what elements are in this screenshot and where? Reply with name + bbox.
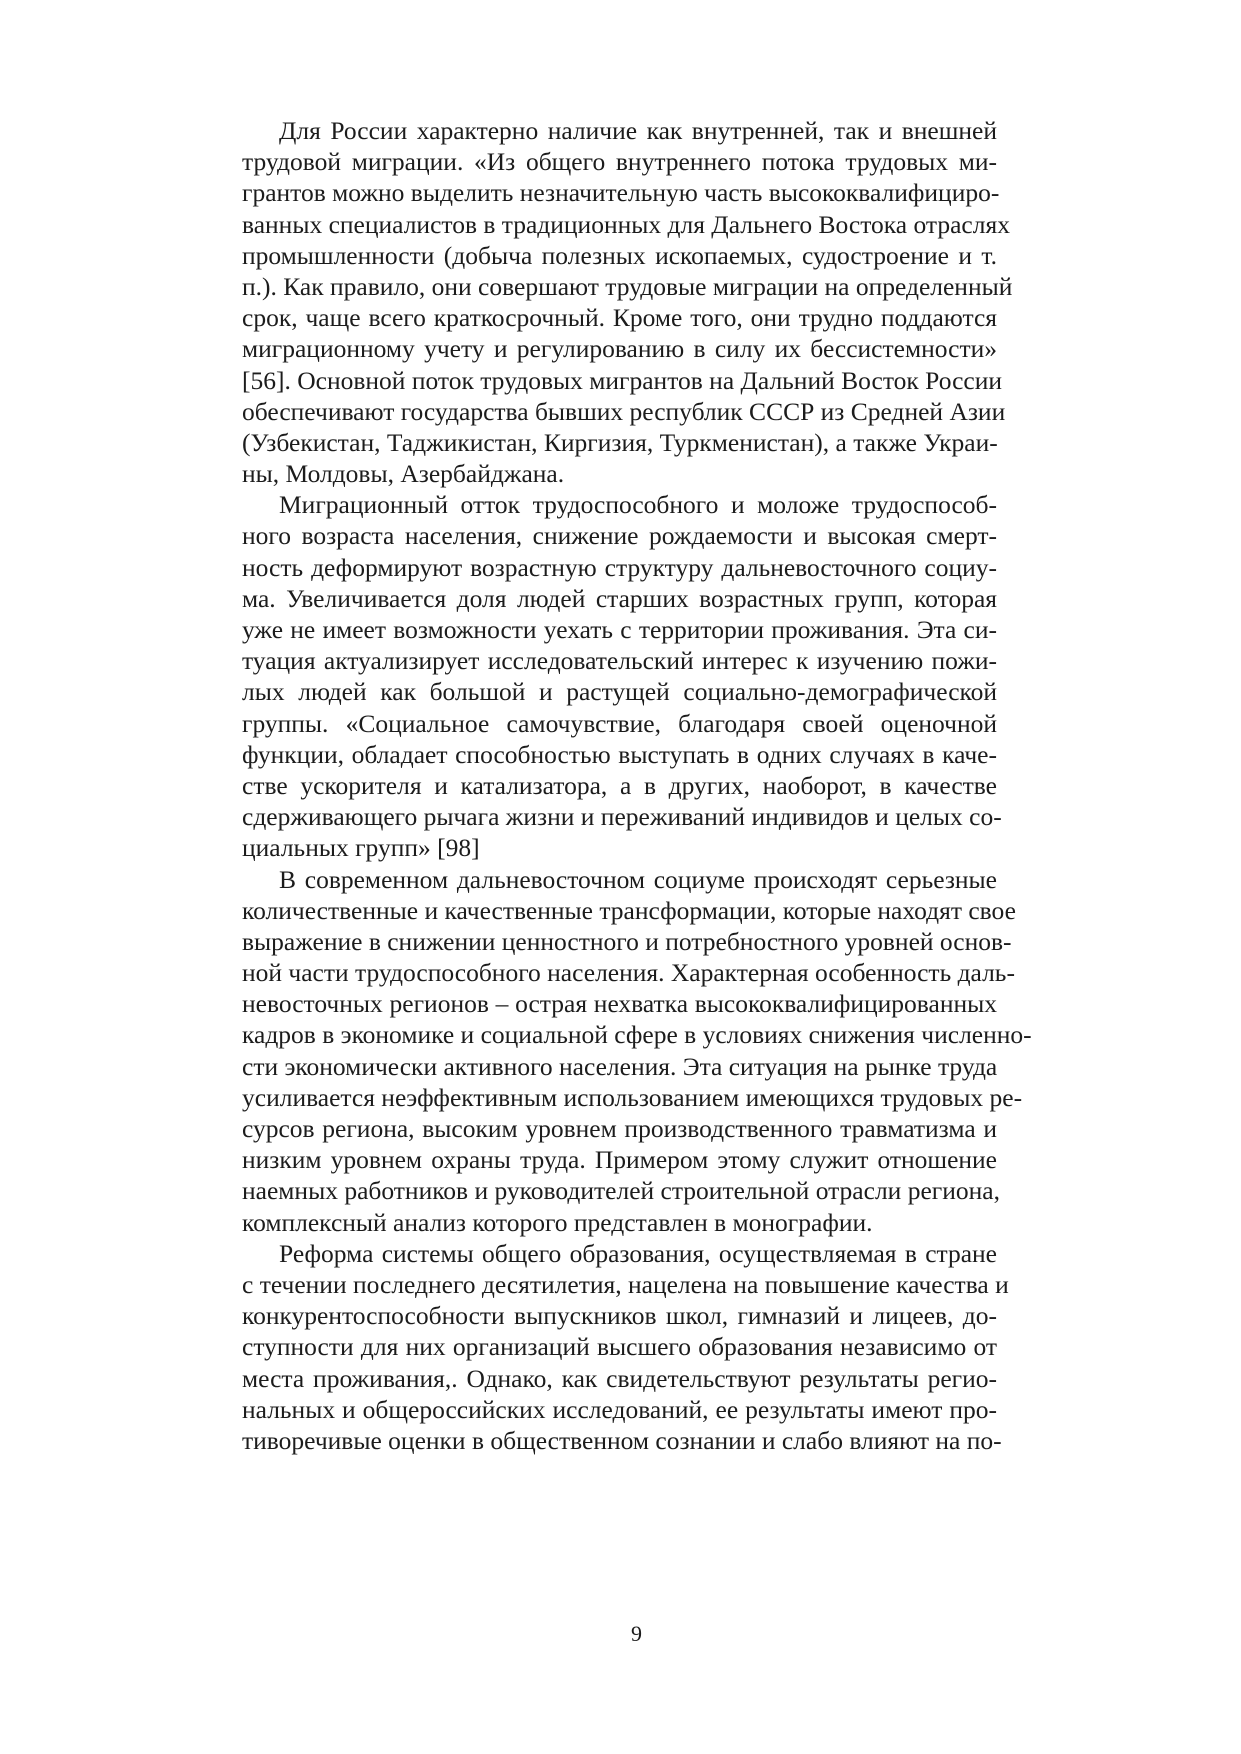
text-line: сурсов региона, высоким уровнем производственного травматизма и bbox=[242, 1114, 997, 1143]
paragraph bbox=[242, 1238, 1009, 1456]
text-line: [56]. Основной поток трудовых мигрантов на Дальний Восток России bbox=[242, 365, 1003, 395]
text-line: п.). Как правило, они совершают трудовые миграции на определенный bbox=[242, 271, 1013, 301]
text-line: кадров в экономике и социальной сфере в условиях снижения численно- bbox=[242, 1020, 1032, 1050]
text-line: ной части трудоспособного населения. Характерная особенность даль- bbox=[242, 958, 1015, 988]
text-line: ность деформируют возрастную структуру дальневосточного социу- bbox=[242, 552, 997, 582]
text-line: (Узбекистан, Таджикистан, Киргизия, Туркменистан), а также Украи- bbox=[242, 427, 998, 457]
body-text bbox=[242, 115, 1032, 1456]
text-line: ванных специалистов в традиционных для Дальнего Востока отраслях bbox=[242, 209, 1010, 239]
text-line: выражение в снижении ценностного и потребностного уровней основ- bbox=[242, 926, 1012, 956]
page-number: 9 bbox=[631, 1621, 642, 1646]
text-line: миграционному учету и регулированию в силу их бессистемности» bbox=[242, 334, 997, 364]
text-line: уже не имеет возможности уехать с территории проживания. Эта си- bbox=[242, 615, 997, 644]
text-line: конкурентоспособности выпускников школ, гимназий и лицеев, до- bbox=[242, 1301, 997, 1331]
text-line: срок, чаще всего краткосрочный. Кроме того, они трудно поддаются bbox=[242, 303, 997, 333]
text-line: функции, обладает способностью выступать в одних случаях в каче- bbox=[242, 739, 997, 769]
paragraph bbox=[242, 115, 1013, 489]
text-line: ны, Молдовы, Азербайджана. bbox=[242, 459, 565, 489]
paragraph bbox=[242, 489, 1002, 863]
text-line: места проживания,. Однако, как свидетельствуют результаты регио- bbox=[242, 1363, 997, 1393]
text-line: группы. «Социальное самочувствие, благодаря своей оценочной bbox=[242, 708, 997, 738]
text-line: низким уровнем охраны труда. Примером этому служит отношение bbox=[242, 1145, 997, 1175]
text-line: комплексный анализ которого представлен в монографии. bbox=[242, 1207, 873, 1237]
text-line: Миграционный отток трудоспособного и моложе трудоспособ- bbox=[279, 490, 997, 520]
text-line: трудовой миграции. «Из общего внутреннего потока трудовых ми- bbox=[242, 147, 997, 177]
text-line: сдерживающего рычага жизни и переживаний индивидов и целых со- bbox=[242, 802, 1002, 832]
paragraph bbox=[242, 864, 1032, 1238]
text-line: циальных групп» [98] bbox=[242, 833, 480, 863]
text-line: невосточных регионов – острая нехватка высококвалифицированных bbox=[242, 989, 997, 1019]
text-line: усиливается неэффективным использованием имеющихся трудовых ре- bbox=[242, 1082, 1023, 1112]
text-line: сти экономически активного населения. Эта ситуация на рынке труда bbox=[242, 1051, 998, 1081]
text-line: с течении последнего десятилетия, нацелена на повышение качества и bbox=[242, 1269, 1009, 1299]
text-line: В современном дальневосточном социуме происходят серьезные bbox=[279, 864, 997, 894]
text-line: тиворечивые оценки в общественном сознании и слабо влияют на по- bbox=[242, 1425, 1002, 1455]
text-line: нальных и общероссийских исследований, ее результаты имеют про- bbox=[242, 1394, 997, 1424]
text-line: грантов можно выделить незначительную часть высококвалифициро- bbox=[242, 178, 1000, 208]
text-line: наемных работников и руководителей строительной отрасли региона, bbox=[242, 1176, 1000, 1206]
text-line: ного возраста населения, снижение рождаемости и высокая смерт- bbox=[242, 521, 997, 551]
text-line: туация актуализирует исследовательский интерес к изучению пожи- bbox=[242, 646, 997, 676]
text-line: стве ускорителя и катализатора, а в других, наоборот, в качестве bbox=[242, 770, 997, 800]
text-line: лых людей как большой и растущей социально-демографической bbox=[242, 677, 997, 707]
text-line: обеспечивают государства бывших республик СССР из Средней Азии bbox=[242, 396, 1006, 426]
text-line: количественные и качественные трансформации, которые находят свое bbox=[242, 895, 1016, 925]
text-line: ступности для них организаций высшего образования независимо от bbox=[242, 1332, 997, 1362]
text-line: Для России характерно наличие как внутренней, так и внешней bbox=[279, 116, 997, 145]
text-line: промышленности (добыча полезных ископаемых, судостроение и т. bbox=[242, 240, 997, 270]
text-line: ма. Увеличивается доля людей старших возрастных групп, которая bbox=[242, 583, 997, 613]
text-line: Реформа системы общего образования, осуществляемая в стране bbox=[279, 1238, 997, 1268]
